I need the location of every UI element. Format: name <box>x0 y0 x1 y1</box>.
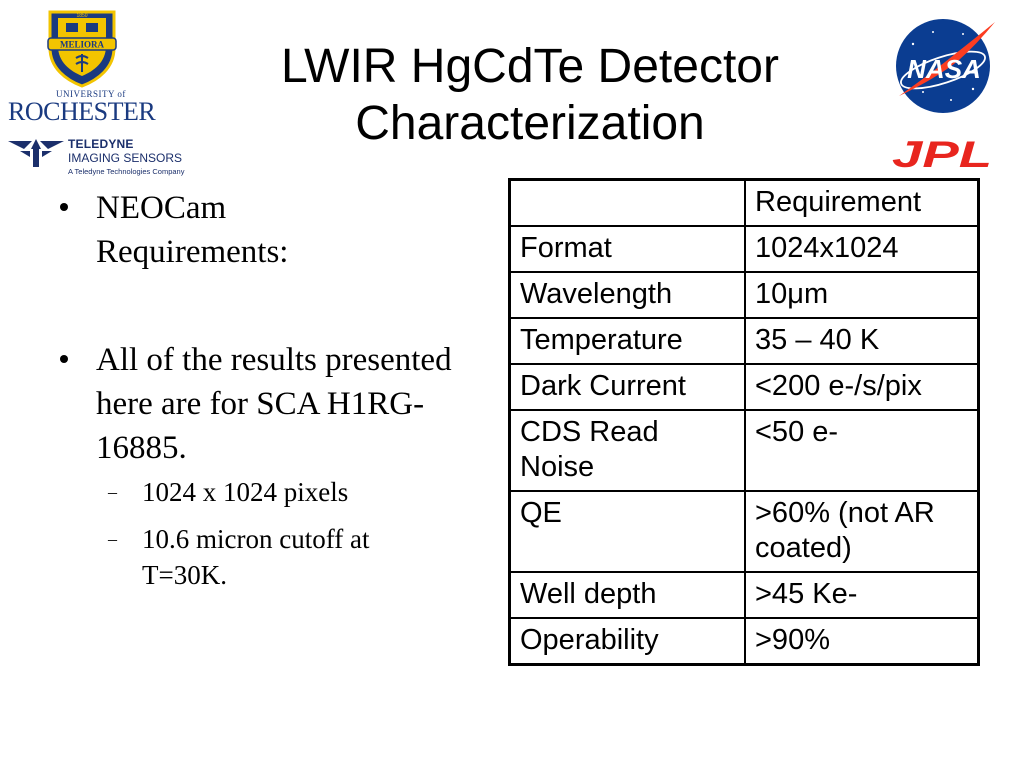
table-cell-label: Wavelength <box>510 272 746 318</box>
teledyne-logo <box>8 135 208 185</box>
table-header-cell <box>510 180 746 227</box>
dash-icon: – <box>108 482 117 502</box>
sub-bullet-text: 1024 x 1024 pixels <box>142 477 349 507</box>
table-cell-value: 35 – 40 K <box>745 318 979 364</box>
sub-bullet-item <box>58 521 442 593</box>
table-cell-label: CDS Read Noise <box>510 410 746 491</box>
table-cell-value: >45 Ke- <box>745 572 979 618</box>
table-cell-value: >60% (not AR coated) <box>745 491 979 572</box>
bullet-text: All of the results presented here are for SCA H1RG-16885. <box>96 342 452 466</box>
table-row <box>510 318 979 364</box>
teledyne-tagline: A Teledyne Technologies Company <box>68 167 185 176</box>
table-cell-value: <50 e- <box>745 410 979 491</box>
rochester-year: 1850 <box>76 13 88 19</box>
title-line-2: Characterization <box>355 97 705 150</box>
table-cell-value: <200 e-/s/pix <box>745 364 979 410</box>
rochester-wordmark: ROCHESTER <box>8 97 156 126</box>
bullet-item <box>58 186 396 274</box>
table-cell-label: Operability <box>510 618 746 665</box>
table-cell-value: 1024x1024 <box>745 226 979 272</box>
table-row <box>510 272 979 318</box>
table-cell-label: Dark Current <box>510 364 746 410</box>
teledyne-sub: IMAGING SENSORS <box>68 151 183 165</box>
table-cell-label: Temperature <box>510 318 746 364</box>
nasa-wordmark: NASA <box>907 54 981 84</box>
meliora-banner: MELIORA <box>59 39 105 50</box>
table-row <box>510 491 979 572</box>
requirements-table <box>508 178 980 666</box>
dash-icon: – <box>108 529 117 549</box>
table-row <box>510 572 979 618</box>
title-line-1: LWIR HgCdTe Detector <box>281 40 779 93</box>
sub-bullet-item <box>58 474 478 510</box>
bullet-dot-icon <box>60 203 68 211</box>
table-cell-label: Well depth <box>510 572 746 618</box>
jpl-wordmark: JPL <box>892 136 992 170</box>
bullet-list <box>58 186 478 593</box>
jpl-logo <box>892 136 996 170</box>
table-cell-label: Format <box>510 226 746 272</box>
nasa-logo <box>893 14 997 114</box>
table-header-cell: Requirement <box>745 180 979 227</box>
rochester-university-of: UNIVERSITY of <box>56 89 126 99</box>
rochester-shield-icon <box>44 8 120 88</box>
table-cell-value: >90% <box>745 618 979 665</box>
table-row <box>510 410 979 491</box>
table-row <box>510 618 979 665</box>
bullet-item <box>58 338 478 470</box>
table-header-row <box>510 180 979 227</box>
table-cell-value: 10μm <box>745 272 979 318</box>
slide-title <box>200 38 860 152</box>
teledyne-mark-icon <box>8 139 64 167</box>
bullet-text: NEOCam Requirements: <box>96 190 289 270</box>
table-cell-label: QE <box>510 491 746 572</box>
bullet-dot-icon <box>60 355 68 363</box>
table-row <box>510 364 979 410</box>
teledyne-name: TELEDYNE <box>68 137 134 151</box>
sub-bullet-text: 10.6 micron cutoff at T=30K. <box>142 524 370 590</box>
table-row <box>510 226 979 272</box>
rochester-logo <box>6 8 156 126</box>
